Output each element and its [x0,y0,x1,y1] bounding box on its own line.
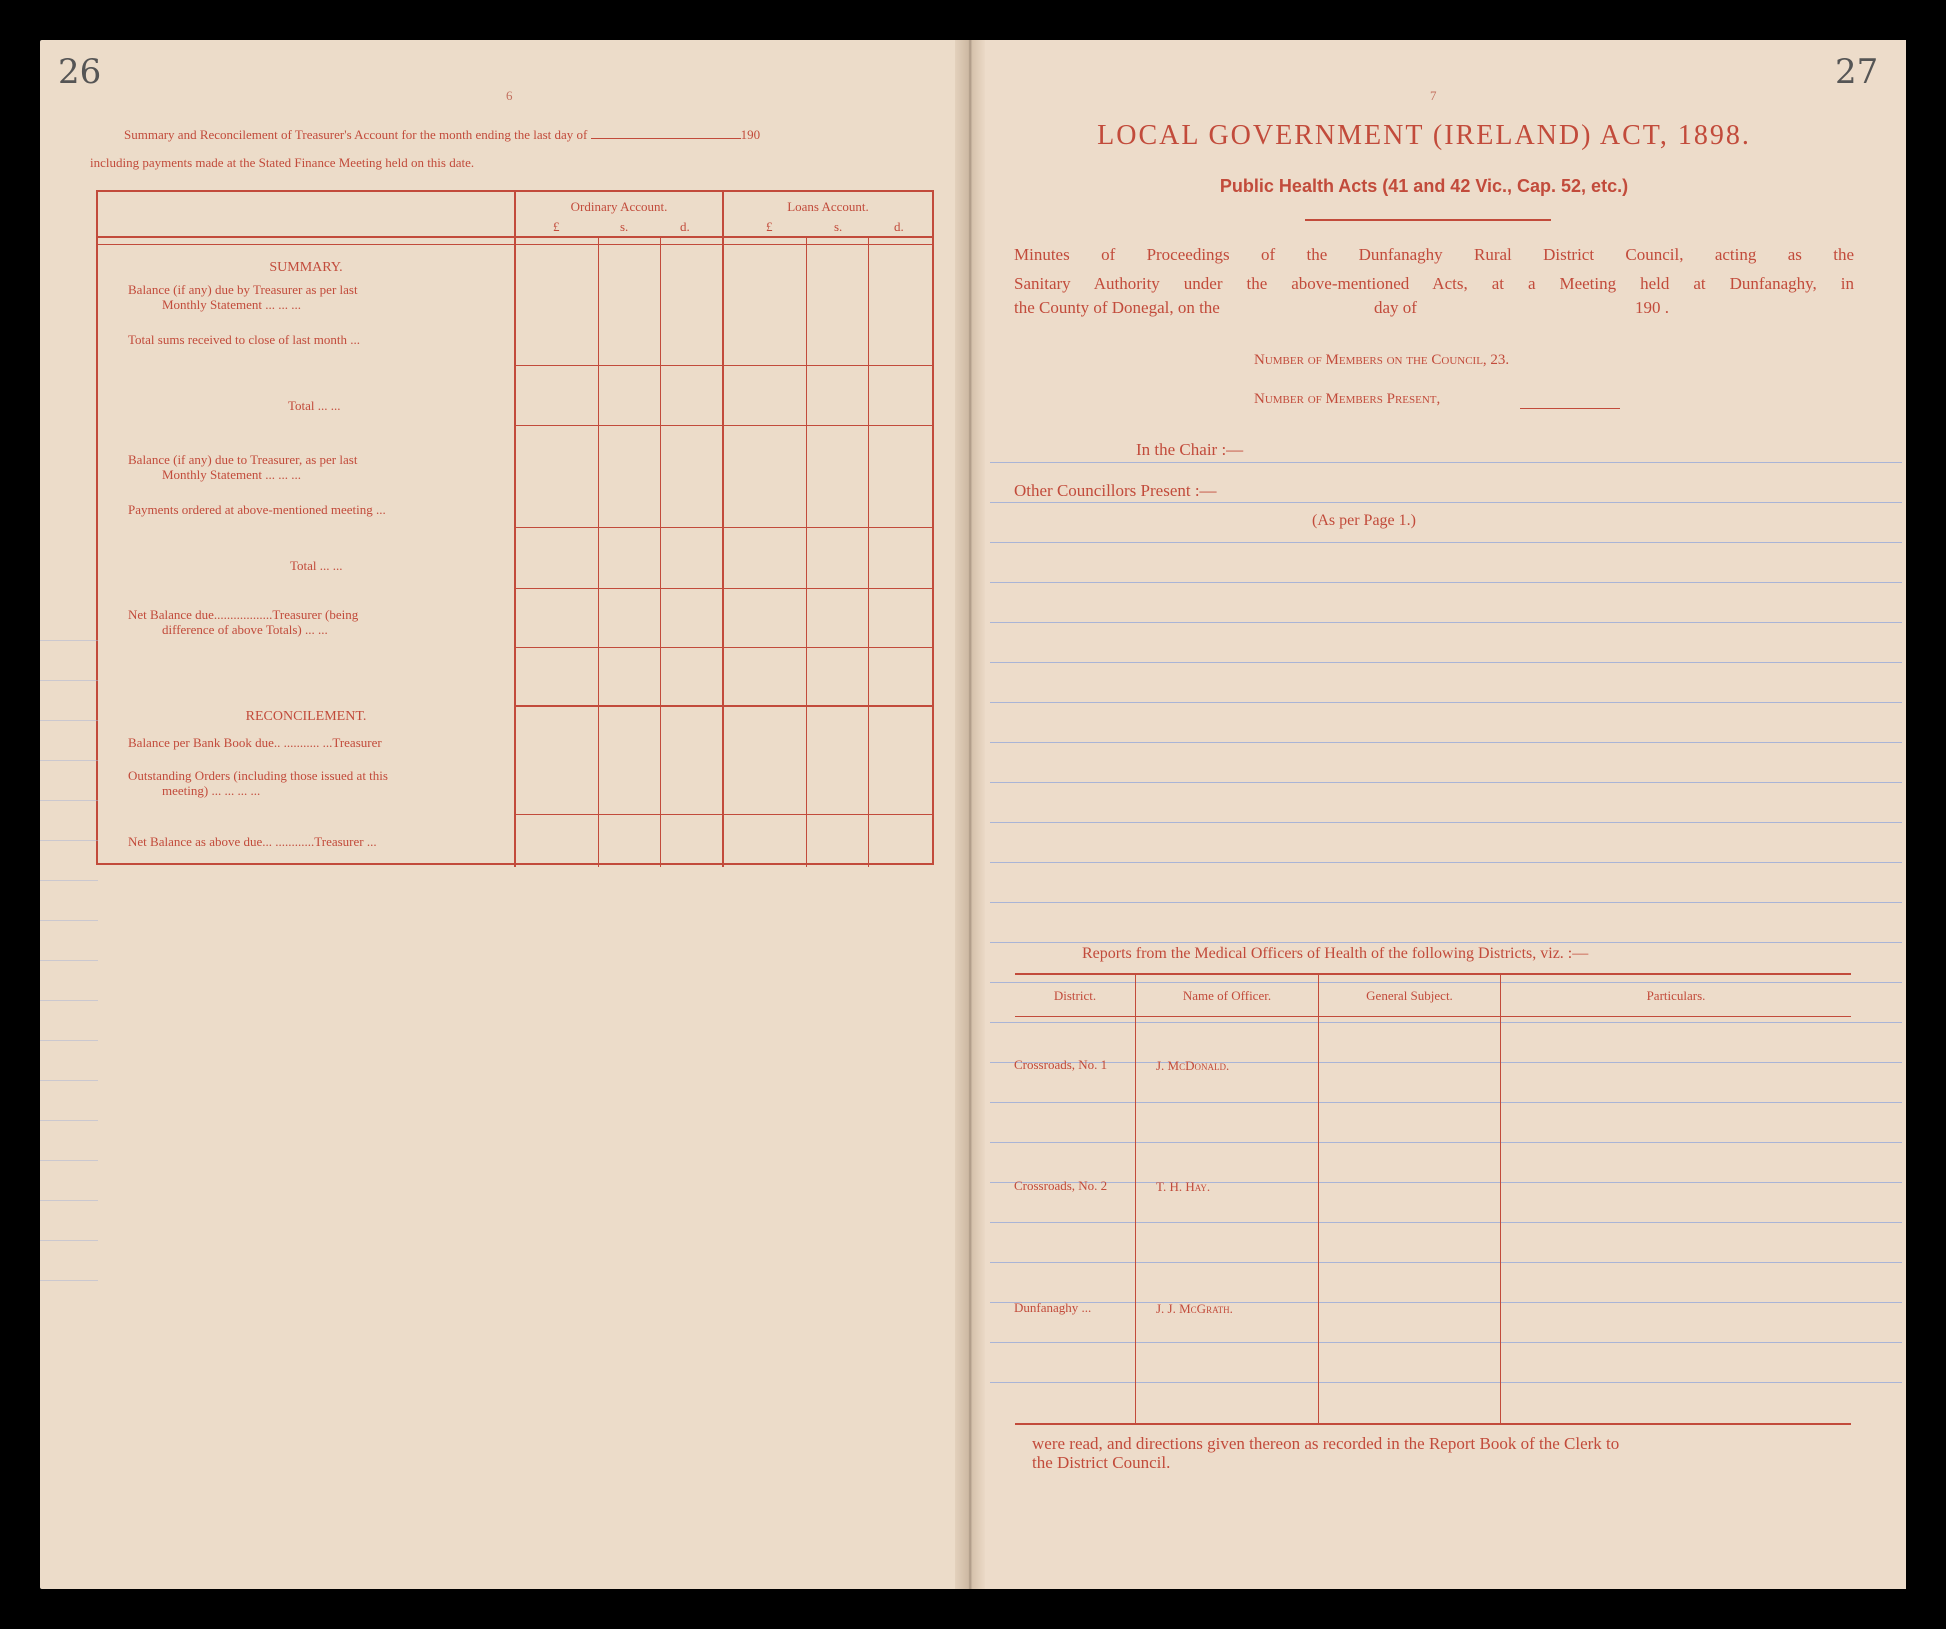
printed-page-number-left: 6 [506,88,513,103]
intro-text: Summary and Reconcilement of Treasurer's Account for the month ending the last day of [124,127,588,142]
footer-text [1032,1434,1832,1472]
summary-table [96,190,934,865]
district-cell: Crossroads, No. 1 [1014,1057,1108,1072]
row-total-2: Total ... ... [290,558,343,573]
ruled-line [990,1142,1902,1143]
ruled-line [990,982,1902,983]
ordinary-pounds-header: £ [553,219,560,234]
book-spine [955,40,985,1589]
row-balance-due-to-2: Monthly Statement ... ... ... [162,467,302,482]
ruled-line [990,542,1902,543]
ruled-line [40,680,98,681]
row-net-balance-1: Net Balance due..................Treasurer (being [128,607,359,622]
ruled-line [990,702,1902,703]
district-cell: Crossroads, No. 2 [1014,1178,1108,1193]
row-outstanding-2: meeting) ... ... ... ... [162,783,261,798]
loans-account-header: Loans Account. [787,199,869,214]
ruled-line [990,1302,1902,1303]
row-balance-due-by-1: Balance (if any) due by Treasurer as per last [128,282,358,297]
ruled-line [40,640,98,641]
ruled-line [40,1000,98,1001]
ruled-line [990,1102,1902,1103]
intro-line-2: including payments made at the Stated Finance Meeting held on this date. [90,155,475,170]
ruled-line [990,582,1902,583]
ruled-line [990,1222,1902,1223]
row-total-received: Total sums received to close of last month ... [128,332,360,347]
ruled-line [990,1382,1902,1383]
row-balance-due-to-1: Balance (if any) due to Treasurer, as per last [128,452,358,467]
minutes-line-3b: day of [1374,298,1417,317]
members-present: Number of Members Present, [1254,391,1441,407]
ruled-line [40,960,98,961]
header-general-subject: General Subject. [1366,988,1453,1003]
row-bank-book: Balance per Bank Book due.. ........... ...Treasurer [128,735,382,750]
ruled-line [40,720,98,721]
members-on-council: Number of Members on the Council, 23. [1254,352,1510,368]
header-district: District. [1053,988,1097,1003]
header-particulars: Particulars. [1646,988,1706,1003]
ruled-line [40,880,98,881]
ruled-line [990,902,1902,903]
row-net-above: Net Balance as above due... ............Treasurer ... [128,834,377,849]
ruled-line [990,1022,1902,1023]
loans-shillings-header: s. [834,219,843,234]
ruled-line [40,1120,98,1121]
minutes-line-3c: 190 . [1635,298,1669,317]
ruled-line [990,662,1902,663]
in-chair-label: In the Chair :— [1136,440,1244,459]
ruled-line [40,760,98,761]
ruled-line [990,1262,1902,1263]
ruled-line [40,840,98,841]
ruled-line [990,1342,1902,1343]
row-outstanding-1: Outstanding Orders (including those issued at this [128,768,388,783]
minutes-line-3a: the County of Donegal, on the [1014,298,1220,317]
other-councillors-label: Other Councillors Present :— [1014,481,1217,500]
row-total-1: Total ... ... [288,398,341,413]
ordinary-account-header: Ordinary Account. [570,199,668,214]
header-officer: Name of Officer. [1182,988,1272,1003]
ruled-line [990,622,1902,623]
reports-heading: Reports from the Medical Officers of Health of the following Districts, viz. :— [1082,945,1589,962]
officer-cell: J. McDonald. [1156,1058,1230,1073]
ruled-line [40,1240,98,1241]
summary-heading: SUMMARY. [269,260,343,275]
ruled-line [990,462,1902,463]
intro-year: 190 [740,127,761,142]
loans-pence-header: d. [894,219,904,234]
minutes-line-2: Sanitary Authority under the above-mentioned Acts, at a Meeting held at Dunfanaghy, in [1014,274,1854,293]
intro-line-1 [124,127,760,143]
ruled-line [990,502,1902,503]
ordinary-pence-header: d. [680,219,690,234]
officer-cell: J. J. McGrath. [1156,1301,1233,1316]
ruled-line [40,1280,98,1281]
ruled-line [40,1040,98,1041]
loans-pounds-header: £ [766,219,773,234]
ordinary-shillings-header: s. [620,219,629,234]
officer-cell: T. H. Hay. [1156,1179,1211,1194]
ruled-line [990,942,1902,943]
reconcilement-heading: RECONCILEMENT. [245,709,367,724]
row-net-balance-2: difference of above Totals) ... ... [162,622,328,637]
printed-page-number-right: 7 [1430,88,1437,103]
district-cell: Dunfanaghy ... [1014,1300,1092,1315]
ruled-line [990,822,1902,823]
row-balance-due-by-2: Monthly Statement ... ... ... [162,297,302,312]
page-number-left: 26 [58,52,102,92]
act-subtitle: Public Health Acts (41 and 42 Vic., Cap. 52, etc.) [1219,176,1629,196]
ruled-line [40,1200,98,1201]
footer-line-2: the District Council. [1032,1453,1171,1472]
ruled-line [40,1160,98,1161]
act-title: LOCAL GOVERNMENT (IRELAND) ACT, 1898. [1097,120,1751,151]
ruled-line [40,920,98,921]
ruled-line [990,782,1902,783]
ruled-line [990,1062,1902,1063]
ruled-line [990,862,1902,863]
page-number-right: 27 [1835,52,1879,92]
row-payments: Payments ordered at above-mentioned meeting ... [128,502,386,517]
as-per-page: (As per Page 1.) [1312,512,1416,529]
footer-line-1: were read, and directions given thereon as recorded in the Report Book of the Clerk to [1032,1434,1620,1453]
ruled-line [40,800,98,801]
ruled-line [990,742,1902,743]
ruled-line [40,1080,98,1081]
minutes-line-1: Minutes of Proceedings of the Dunfanaghy Rural District Council, acting as the [1014,245,1854,264]
ruled-line [990,1182,1902,1183]
